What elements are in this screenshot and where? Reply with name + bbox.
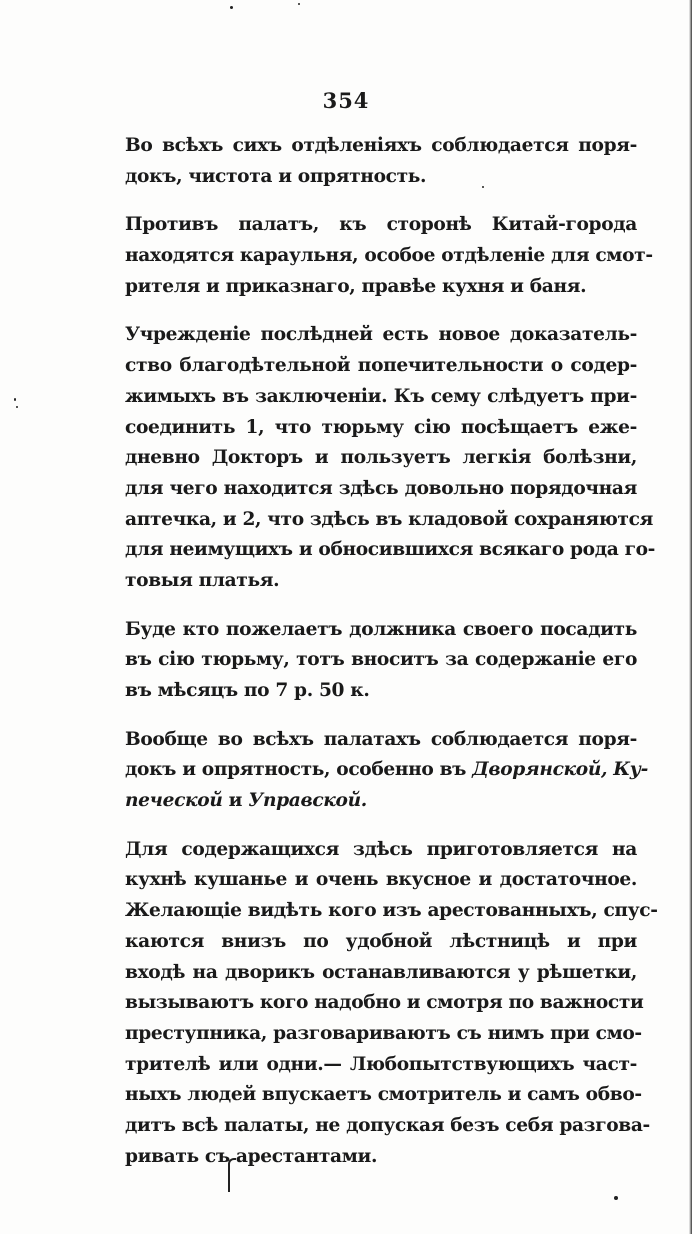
text-line: дневно Докторъ и пользуетъ легкія болѣзни, — [125, 447, 637, 469]
text-line: преступника, разговариваютъ съ нимъ при смо- — [125, 1022, 642, 1044]
text-line: печеской и Управской. — [125, 790, 367, 812]
ink-speck — [230, 6, 233, 9]
ink-speck — [16, 406, 18, 408]
ink-speck — [298, 3, 300, 5]
text-line: кухнѣ кушанье и очень вкусное и достаточное. — [125, 869, 637, 891]
text-line: трителѣ или одни.— Любопытствующихъ част- — [125, 1053, 637, 1075]
paragraph — [125, 210, 653, 302]
text-line: Для содержащихся здѣсь приготовляется на — [125, 838, 637, 860]
italic-text: Управской. — [248, 790, 367, 812]
ink-speck — [614, 1196, 618, 1200]
text-line: докъ, чистота и опрятность. — [125, 165, 427, 187]
paragraph — [125, 835, 658, 1173]
paragraph — [125, 320, 656, 596]
text-line: въ сію тюрьму, тотъ вноситъ за содержаніе его — [125, 649, 637, 671]
page-number: 354 — [322, 88, 370, 113]
text-line: Противъ палатъ, къ сторонѣ Китай-города — [125, 214, 637, 236]
text-line: находятся караульня, особое отдѣленіе для смот- — [125, 245, 653, 267]
text-line: Желающіе видѣть кого изъ арестованныхъ, спус- — [125, 900, 658, 922]
text-line: дитъ всѣ палаты, не допуская безъ себя разгова- — [125, 1114, 650, 1136]
paragraph — [125, 725, 648, 817]
text-line: соединить 1, что тюрьму сію посѣщаетъ еже- — [125, 416, 637, 438]
text-line: товыя платья. — [125, 569, 280, 591]
ink-speck — [14, 398, 16, 401]
italic-text: печеской — [125, 790, 223, 812]
text-line: входѣ на дворикъ останавливаются у рѣшетки, — [125, 961, 637, 983]
text-line: для неимущихъ и обносившихся всякаго рода го- — [125, 539, 656, 561]
text-line: Вообще во всѣхъ палатахъ соблюдается поря- — [125, 728, 637, 750]
text-line: Буде кто пожелаетъ должника своего посадить — [125, 618, 637, 640]
paragraph — [125, 615, 637, 707]
text-line: Во всѣхъ сихъ отдѣленіяхъ соблюдается поря- — [125, 135, 637, 156]
text-line: ривать съ арестантами. — [125, 1145, 378, 1167]
text-line: аптечка, и 2, что здѣсь въ кладовой сохраняются — [125, 508, 653, 530]
italic-text: Дворянской, Ку- — [472, 759, 648, 781]
text-line: ство благодѣтельной попечительности о содер- — [125, 355, 637, 377]
text-line: каются внизъ по удобной лѣстницѣ и при — [125, 930, 637, 952]
text-line: для чего находится здѣсь довольно порядочная — [125, 477, 637, 499]
text-line: жимыхъ въ заключеніи. Къ сему слѣдуетъ при- — [125, 385, 637, 407]
paragraph — [125, 131, 637, 192]
page-body-text — [125, 131, 658, 1190]
text-line: въ мѣсяцъ по 7 р. 50 к. — [125, 680, 370, 701]
text-line: рителя и приказнаго, правѣе кухня и баня. — [125, 275, 587, 297]
text-line: докъ и опрятность, особенно въ Дворянской, Ку- — [125, 759, 648, 781]
text-line: Учрежденіе послѣдней есть новое доказатель- — [125, 324, 637, 346]
text-line: вызываютъ кого надобно и смотря по важности — [125, 992, 644, 1014]
text-line: ныхъ людей впускаетъ смотритель и самъ обво- — [125, 1084, 642, 1106]
